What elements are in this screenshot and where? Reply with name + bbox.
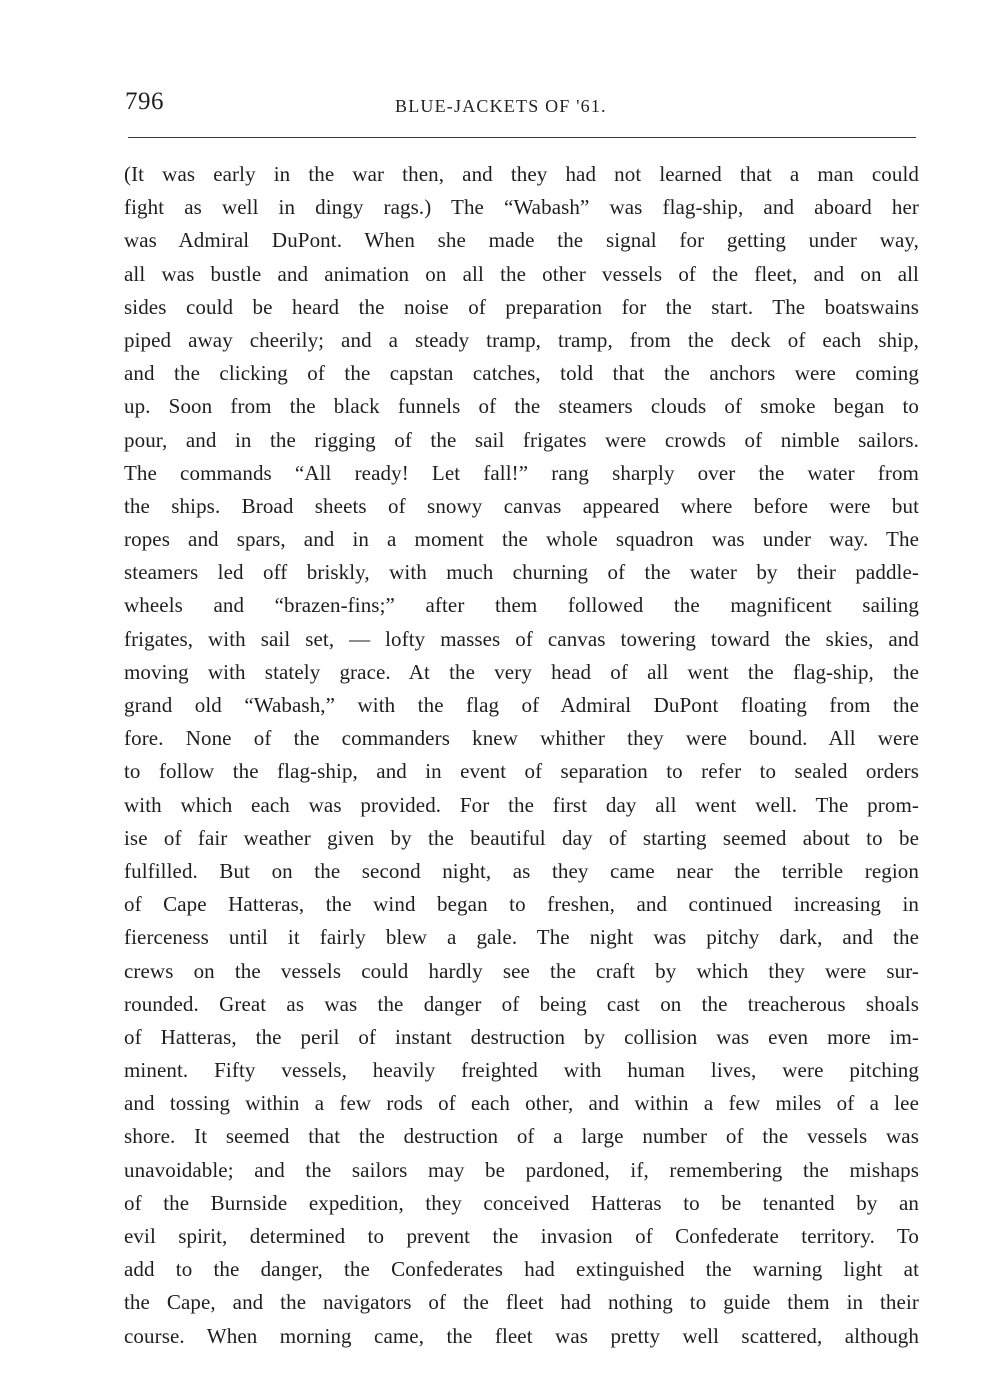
text-line: piped away cheerily; and a steady tramp, tramp, from the deck of each ship, <box>124 327 919 352</box>
text-line: unavoidable; and the sailors may be pardoned, if, remembering the mishaps <box>124 1157 919 1182</box>
body-text <box>124 158 919 1353</box>
text-line: and the clicking of the capstan catches, told that the anchors were coming <box>124 361 919 386</box>
running-title: BLUE-JACKETS OF '61. <box>395 96 607 116</box>
page-number: 796 <box>125 88 164 115</box>
text-line: evil spirit, determined to prevent the invasion of Confederate territory. To <box>124 1224 919 1248</box>
text-line: (It was early in the war then, and they had not learned that a man could <box>124 162 919 186</box>
text-line: up. Soon from the black funnels of the steamers clouds of smoke began to <box>124 394 919 419</box>
page-header <box>125 88 920 128</box>
text-line: rounded. Great as was the danger of being cast on the treacherous shoals <box>124 991 919 1016</box>
text-line: moving with stately grace. At the very head of all went the flag-ship, the <box>124 659 919 684</box>
text-line: all was bustle and animation on all the other vessels of the fleet, and on all <box>124 261 919 286</box>
text-line: the ships. Broad sheets of snowy canvas appeared where before were but <box>124 493 919 518</box>
text-line: grand old “Wabash,” with the flag of Admiral DuPont floating from the <box>124 693 919 717</box>
text-line: of Hatteras, the peril of instant destruction by collision was even more im- <box>124 1024 919 1049</box>
text-line: to follow the flag-ship, and in event of separation to refer to sealed orders <box>124 759 919 784</box>
text-line: steamers led off briskly, with much churning of the water by their paddle- <box>124 560 919 585</box>
text-line: of the Burnside expedition, they conceived Hatteras to be tenanted by an <box>124 1190 919 1215</box>
text-line: and tossing within a few rods of each other, and within a few miles of a lee <box>124 1091 919 1116</box>
text-line: was Admiral DuPont. When she made the signal for getting under way, <box>124 228 919 253</box>
text-line: course. When morning came, the fleet was pretty well scattered, although <box>124 1323 919 1348</box>
text-line: pour, and in the rigging of the sail frigates were crowds of nimble sailors. <box>124 427 919 452</box>
text-line: fore. None of the commanders knew whither they were bound. All were <box>124 726 919 751</box>
text-line: wheels and “brazen-fins;” after them followed the magnificent sailing <box>124 593 919 618</box>
text-line: minent. Fifty vessels, heavily freighted with human lives, were pitching <box>124 1058 919 1083</box>
text-line: shore. It seemed that the destruction of a large number of the vessels was <box>124 1124 919 1149</box>
text-line: crews on the vessels could hardly see the craft by which they were sur- <box>124 958 919 983</box>
header-rule <box>128 137 916 138</box>
text-line: sides could be heard the noise of preparation for the start. The boatswains <box>124 294 919 319</box>
text-line: add to the danger, the Confederates had extinguished the warning light at <box>124 1257 919 1282</box>
text-line: of Cape Hatteras, the wind began to freshen, and continued increasing in <box>124 892 919 917</box>
text-line: fulfilled. But on the second night, as they came near the terrible region <box>124 858 919 883</box>
text-line: fierceness until it fairly blew a gale. The night was pitchy dark, and the <box>124 925 919 950</box>
text-line: ropes and spars, and in a moment the whole squadron was under way. The <box>124 527 919 552</box>
text-line: frigates, with sail set, — lofty masses of canvas towering toward the skies, and <box>124 626 919 651</box>
text-line: with which each was provided. For the first day all went well. The prom- <box>124 792 919 817</box>
text-line: ise of fair weather given by the beautiful day of starting seemed about to be <box>124 825 919 850</box>
text-line: The commands “All ready! Let fall!” rang sharply over the water from <box>124 460 919 485</box>
text-line: fight as well in dingy rags.) The “Wabash” was flag-ship, and aboard her <box>124 195 919 220</box>
text-line: the Cape, and the navigators of the fleet had nothing to guide them in their <box>124 1290 919 1315</box>
